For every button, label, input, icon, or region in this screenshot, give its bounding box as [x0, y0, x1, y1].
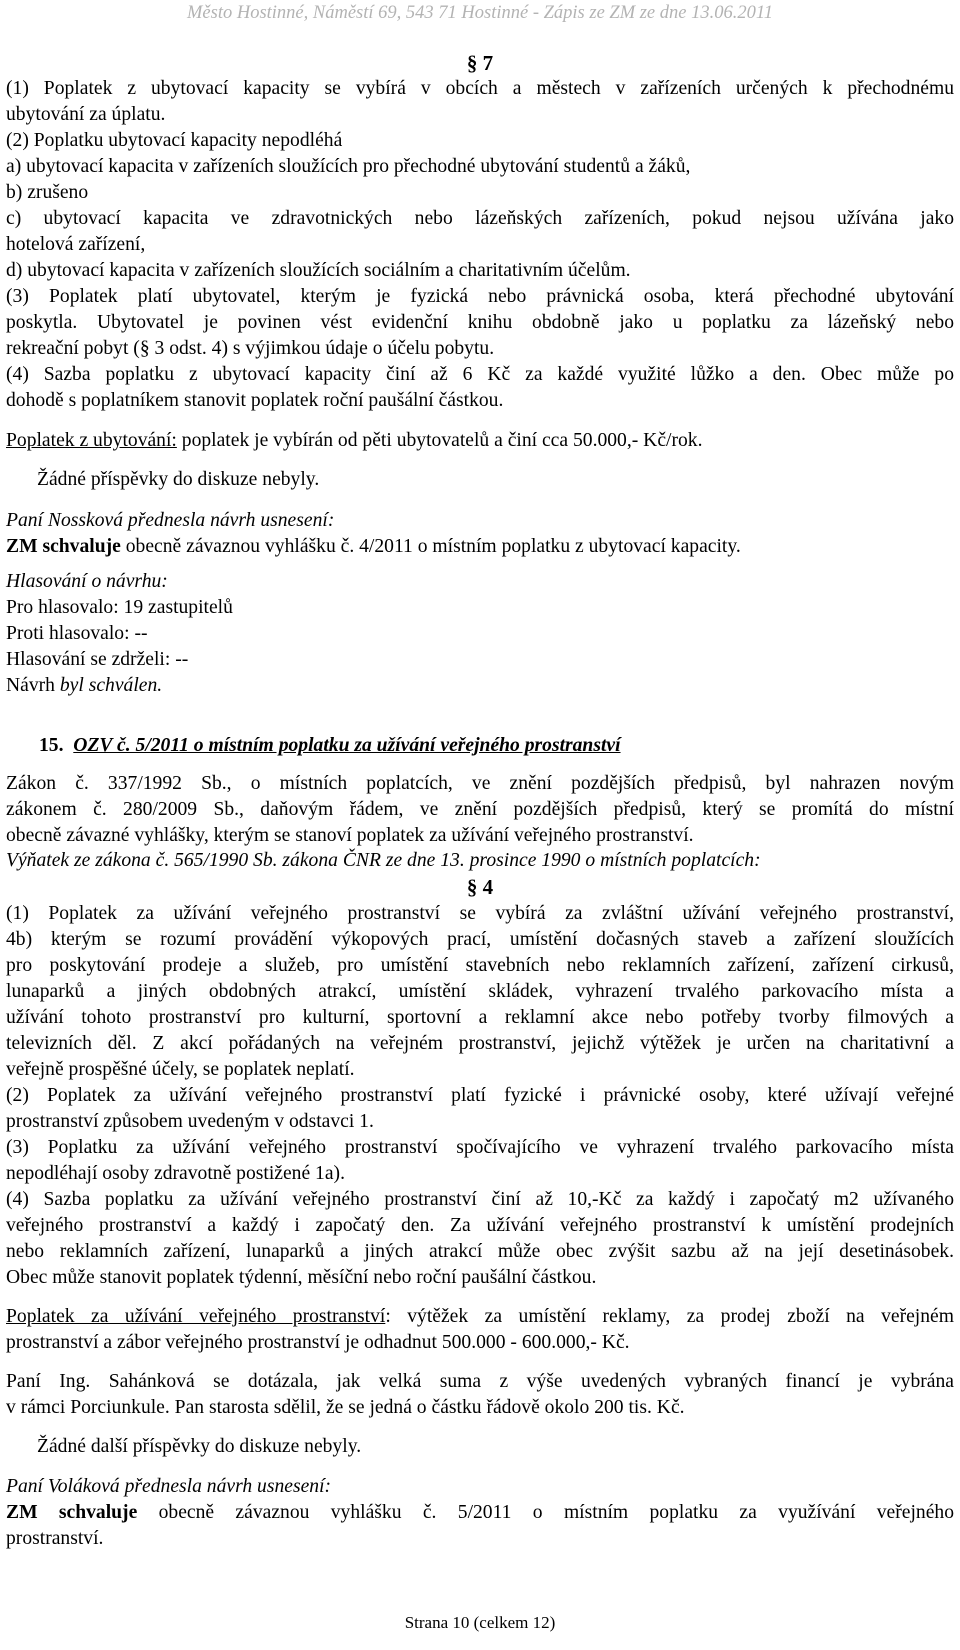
discussion-note-1: Žádné příspěvky do diskuze nebyly. [37, 469, 320, 490]
s4-p4-line1: (4) Sazba poplatku za užívání veřejného prostranství činí až 10,-Kč za každý i započatý m2 užívaného [6, 1189, 954, 1210]
s4-p1-line6: televizních děl. Z akcí pořádaných na veřejném prostranství, jejichž výtěžek je určen na charitativní a [6, 1033, 954, 1054]
s4-p1-line5: užívání tohoto prostranství pro kulturní, sportovní a reklamní akce nebo potřeby tvorby filmových a [6, 1007, 954, 1028]
s7-item-b: b) zrušeno [6, 182, 89, 203]
prostranstvi-fee-line2: prostranství a zábor veřejného prostranství je odhadnut 500.000 - 600.000,- Kč. [6, 1332, 630, 1353]
s7-item-c-line1: c) ubytovací kapacita ve zdravotnických nebo lázeňských zařízeních, pokud nejsou užívána jako [6, 208, 954, 229]
proposal-1-approves: ZM schvaluje [6, 536, 121, 557]
section-4-heading: § 4 [466, 875, 494, 899]
s4-p4-line2: veřejného prostranství a každý i započatý den. Za užívání veřejného prostranství k umístění prodejních [6, 1215, 954, 1236]
s7-p4-line1: (4) Sazba poplatku z ubytovací kapacity činí až 6 Kč za každé využité lůžko a den. Obec může po [6, 364, 954, 385]
prostranstvi-fee-line1 [6, 1304, 954, 1330]
prostranstvi-fee-label: Poplatek za užívání veřejného prostranství [6, 1306, 386, 1327]
s4-p2-line1: (2) Poplatek za užívání veřejného prostranství platí fyzické i právnické osoby, které užívají veřejné [6, 1085, 954, 1106]
vote-against: Proti hlasovalo: -- [6, 623, 148, 644]
s7-p4-line2: dohodě s poplatníkem stanovit poplatek roční paušální částkou. [6, 390, 504, 411]
s7-p3-line3: rekreační pobyt (§ 3 odst. 4) s výjimkou údaje o účelu pobytu. [6, 338, 495, 359]
ubytovani-fee-line [6, 428, 954, 454]
s4-p1-line2: 4b) kterým se rozumí provádění výkopových prací, umístění dočasných staveb a zařízení sloužících [6, 929, 954, 950]
s7-item-d: d) ubytovací kapacita v zařízeních sloužících sociálním a charitativním účelům. [6, 260, 631, 281]
s4-p3-line1: (3) Poplatku za užívání veřejného prostranství spočívajícího ve vyhrazení trvalého parkovacího místa [6, 1137, 954, 1158]
s4-p1-line4: lunaparků a jiných obdobných atrakcí, umístění skládek, vyhrazení trvalého parkovacího místa a [6, 981, 954, 1002]
s7-p3-line2: poskytla. Ubytovatel je povinen vést evidenční knihu obdobně jako u poplatku za lázeňský nebo [6, 312, 954, 333]
s7-item-c-line2: hotelová zařízení, [6, 234, 146, 255]
s7-p2: (2) Poplatku ubytovací kapacity nepodléhá [6, 130, 343, 151]
vote-title: Hlasování o návrhu: [6, 571, 168, 592]
section-15-heading [6, 733, 960, 759]
proposal-2-intro: Paní Voláková přednesla návrh usnesení: [6, 1476, 332, 1497]
discussion-note-2: Žádné další příspěvky do diskuze nebyly. [37, 1436, 362, 1457]
proposal-2-resolution-line1 [6, 1500, 954, 1526]
s7-p1-line1: (1) Poplatek z ubytovací kapacity se vybírá v obcích a městech v zařízeních určených k přechodnému [6, 78, 954, 99]
page-header: Město Hostinné, Náměstí 69, 543 71 Hostinné - Zápis ze ZM ze dne 13.06.2011 [187, 3, 773, 23]
s4-p1-line3: pro poskytování prodeje a služeb, pro umístění stavebních nebo reklamních zařízení, zařízení cirkusů, [6, 955, 954, 976]
proposal-2-approves: ZM schvaluje [6, 1502, 138, 1523]
s4-p1-line1: (1) Poplatek za užívání veřejného prostranství se vybírá za zvláštní užívání veřejného prostranství, [6, 903, 954, 924]
question-line1: Paní Ing. Sahánková se dotázala, jak velká suma z výše uvedených vybraných financí je vybrána [6, 1371, 954, 1392]
law-line3: obecně závazné vyhlášky, kterým se stanoví poplatek za užívání veřejného prostranství. [6, 825, 694, 846]
vote-result [6, 673, 954, 699]
section-7-heading: § 7 [466, 51, 494, 75]
section-15-number: 15. [39, 735, 64, 756]
law-excerpt: Výňatek ze zákona č. 565/1990 Sb. zákona ČNR ze dne 13. prosince 1990 o místních poplatcích: [6, 850, 761, 871]
s7-item-a: a) ubytovací kapacita v zařízeních sloužících pro přechodné ubytování studentů a žáků, [6, 156, 691, 177]
ubytovani-fee-label: Poplatek z ubytování: [6, 430, 177, 451]
s7-p3-line1: (3) Poplatek platí ubytovatel, kterým je fyzická nebo právnická osoba, která přechodné ubytování [6, 286, 954, 307]
s4-p4-line3: nebo reklamních zařízení, lunaparků a jiných atrakcí může obec zvýšit sazbu až na její desetinásobek. [6, 1241, 954, 1262]
section-15-title: OZV č. 5/2011 o místním poplatku za užívání veřejného prostranství [73, 735, 621, 756]
proposal-2-text: obecně závaznou vyhlášku č. 5/2011 o místním poplatku za využívání veřejného [137, 1502, 954, 1523]
s4-p1-line7: veřejně prospěšné účely, se poplatek neplatí. [6, 1059, 355, 1080]
question-line2: v rámci Porciunkule. Pan starosta sdělil, že se jedná o částku řádově okolo 200 tis. Kč. [6, 1397, 685, 1418]
prostranstvi-fee-text: : výtěžek za umístění reklamy, za prodej zboží na veřejném [385, 1306, 954, 1327]
proposal-1-intro: Paní Nossková přednesla návrh usnesení: [6, 510, 335, 531]
s4-p3-line2: nepodléhají osoby zdravotně postižené 1a). [6, 1163, 345, 1184]
ubytovani-fee-text: poplatek je vybírán od pěti ubytovatelů a činí cca 50.000,- Kč/rok. [176, 430, 703, 451]
s4-p4-line4: Obec může stanovit poplatek týdenní, měsíční nebo roční paušální částkou. [6, 1267, 597, 1288]
law-line1: Zákon č. 337/1992 Sb., o místních poplatcích, ve znění pozdějších předpisů, byl nahrazen novým [6, 773, 954, 794]
s4-p2-line2: prostranství způsobem uvedeným v odstavci 1. [6, 1111, 374, 1132]
proposal-1-text: obecně závaznou vyhlášku č. 4/2011 o místním poplatku z ubytovací kapacity. [120, 536, 741, 557]
vote-result-value: byl schválen. [59, 675, 163, 696]
law-line2: zákonem č. 280/2009 Sb., daňovým řádem, ve znění pozdějších předpisů, který se promítá do místní [6, 799, 954, 820]
vote-for: Pro hlasovalo: 19 zastupitelů [6, 597, 233, 618]
vote-abstain: Hlasování se zdrželi: -- [6, 649, 189, 670]
proposal-1-resolution [6, 534, 954, 560]
vote-result-prefix: Návrh [6, 675, 60, 696]
page-footer: Strana 10 (celkem 12) [404, 1613, 556, 1632]
proposal-2-resolution-line2: prostranství. [6, 1528, 104, 1549]
s7-p1-line2: ubytování za úplatu. [6, 104, 166, 125]
